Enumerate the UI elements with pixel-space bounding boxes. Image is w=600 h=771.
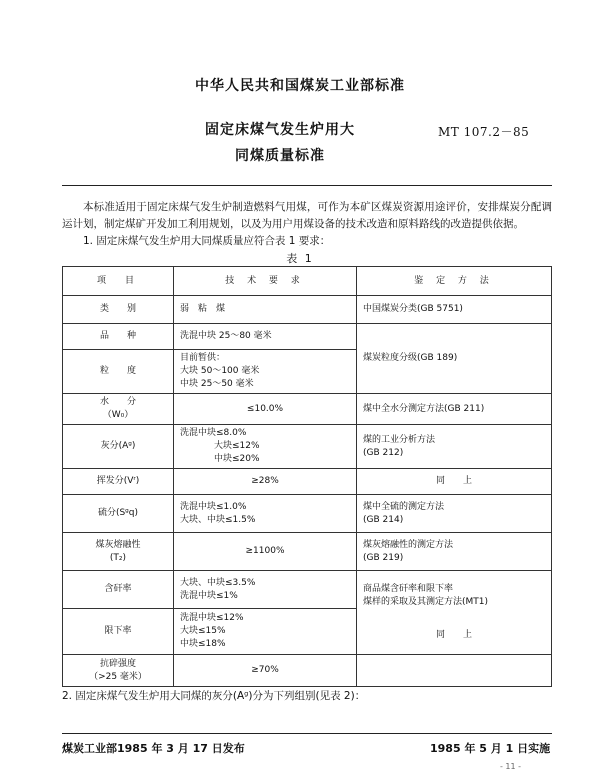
cell-item: 含矸率 xyxy=(63,571,174,609)
table-row xyxy=(63,571,552,609)
cell-item: 品 种 xyxy=(63,324,174,350)
table-row xyxy=(63,655,552,687)
method-line: 煤中全硫的测定方法 xyxy=(363,501,445,512)
table-row xyxy=(63,533,552,571)
requirement-line: 大块≤15% xyxy=(180,626,226,636)
table-row xyxy=(63,425,552,469)
cell-requirement xyxy=(174,571,357,609)
cell-method xyxy=(357,571,552,655)
table-row xyxy=(63,296,552,324)
table-row xyxy=(63,324,552,350)
method-line: 同 上 xyxy=(435,630,472,640)
method-line: (GB 214) xyxy=(363,514,404,525)
standard-code: MT 107.2－85 xyxy=(438,125,530,139)
method-line: 商品煤含矸率和限下率 xyxy=(363,584,454,594)
header-requirement: 技 术 要 求 xyxy=(174,267,357,296)
requirement-line: 大块 50～100 毫米 xyxy=(180,366,260,376)
header-rule xyxy=(62,185,552,186)
item-line: 水 分 xyxy=(99,397,136,407)
header-item: 项 目 xyxy=(63,267,174,296)
table-header-row xyxy=(63,267,552,296)
requirement-line: 中块≤20% xyxy=(214,454,260,464)
requirement-line: 洗混中块≤12% xyxy=(180,613,244,623)
cell-requirement xyxy=(174,350,357,394)
cell-method xyxy=(357,655,552,687)
clause-1: 1. 固定床煤气发生炉用大同煤质量应符合表 1 要求： xyxy=(83,235,331,247)
method-line: 煤样的采取及其测定方法(MT1) xyxy=(363,597,489,607)
cell-requirement: 弱 粘 煤 xyxy=(174,296,357,324)
cell-method xyxy=(357,533,552,571)
cell-method: 同 上 xyxy=(357,469,552,495)
page-number: - 11 - xyxy=(500,762,522,771)
requirement-line: 大块、中块≤1.5% xyxy=(180,514,256,525)
header-method: 鉴 定 方 法 xyxy=(357,267,552,296)
cell-item: 挥发分(Vʳ) xyxy=(63,469,174,495)
cell-method: 煤炭粒度分级(GB 189) xyxy=(357,324,552,394)
cell-requirement: ≥70% xyxy=(174,655,357,687)
requirement-line: 大块≤12% xyxy=(214,441,260,451)
document-title xyxy=(150,117,410,169)
cell-item: 硫分(Sᵍq) xyxy=(63,495,174,533)
requirement-line: 中块≤18% xyxy=(180,639,226,649)
item-line: 抗碎强度 xyxy=(99,658,136,669)
title-line-1: 固定床煤气发生炉用大 xyxy=(205,122,355,138)
cell-method xyxy=(357,495,552,533)
requirement-line: 目前暂供： xyxy=(180,353,226,363)
item-line: (T₂) xyxy=(109,552,127,563)
cell-method: 煤中全水分测定方法(GB 211) xyxy=(357,394,552,425)
cell-item xyxy=(63,533,174,571)
method-line: (GB 212) xyxy=(363,447,404,458)
cell-requirement: ≤10.0% xyxy=(174,394,357,425)
requirement-line: 洗混中块≤1% xyxy=(180,590,238,601)
cell-item: 限下率 xyxy=(63,609,174,655)
title-line-2: 同煤质量标准 xyxy=(235,148,325,164)
table-row xyxy=(63,394,552,425)
table-row xyxy=(63,495,552,533)
cell-requirement xyxy=(174,609,357,655)
quality-table xyxy=(62,266,552,687)
cell-requirement xyxy=(174,495,357,533)
requirement-line: 洗混中块≤8.0% xyxy=(180,428,247,438)
cell-requirement: 洗混中块 25～80 毫米 xyxy=(174,324,357,350)
clause-2: 2. 固定床煤气发生炉用大同煤的灰分(Aᵍ)分为下列组别(见表 2)： xyxy=(62,690,366,702)
cell-item: 灰分(Aᵍ) xyxy=(63,425,174,469)
method-line: 煤的工业分析方法 xyxy=(363,434,436,445)
item-line: 煤灰熔融性 xyxy=(95,539,141,550)
cell-method: 中国煤炭分类(GB 5751) xyxy=(357,296,552,324)
item-line: （>25 毫米） xyxy=(89,671,147,682)
effective-date: 1985 年 5 月 1 日实施 xyxy=(430,742,551,755)
method-line: (GB 219) xyxy=(363,552,404,563)
cell-item xyxy=(63,655,174,687)
table-caption: 表 1 xyxy=(286,252,314,265)
item-line: （W₀） xyxy=(102,410,134,420)
cell-requirement xyxy=(174,425,357,469)
requirement-line: 大块、中块≤3.5% xyxy=(180,577,256,588)
footer-rule xyxy=(62,733,552,734)
requirement-line: 中块 25～50 毫米 xyxy=(180,379,254,389)
cell-item: 粒 度 xyxy=(63,350,174,394)
cell-item: 类 别 xyxy=(63,296,174,324)
cell-requirement: ≥1100% xyxy=(174,533,357,571)
intro-paragraph: 本标准适用于固定床煤气发生炉制造燃料气用煤，可作为本矿区煤炭资源用途评价，安排煤炭分配调运计划，制定煤矿开发加工利用规划，以及为用户用煤设备的技术改造和原料路线的改造提供依据。 xyxy=(62,201,552,230)
requirement-line: 洗混中块≤1.0% xyxy=(180,501,247,512)
cell-requirement: ≥28% xyxy=(174,469,357,495)
issuing-organization: 中华人民共和国煤炭工业部标准 xyxy=(195,78,405,94)
cell-item xyxy=(63,394,174,425)
issue-date: 煤炭工业部1985 年 3 月 17 日发布 xyxy=(62,742,245,755)
table-row xyxy=(63,469,552,495)
method-line: 煤灰熔融性的测定方法 xyxy=(363,539,454,550)
cell-method xyxy=(357,425,552,469)
